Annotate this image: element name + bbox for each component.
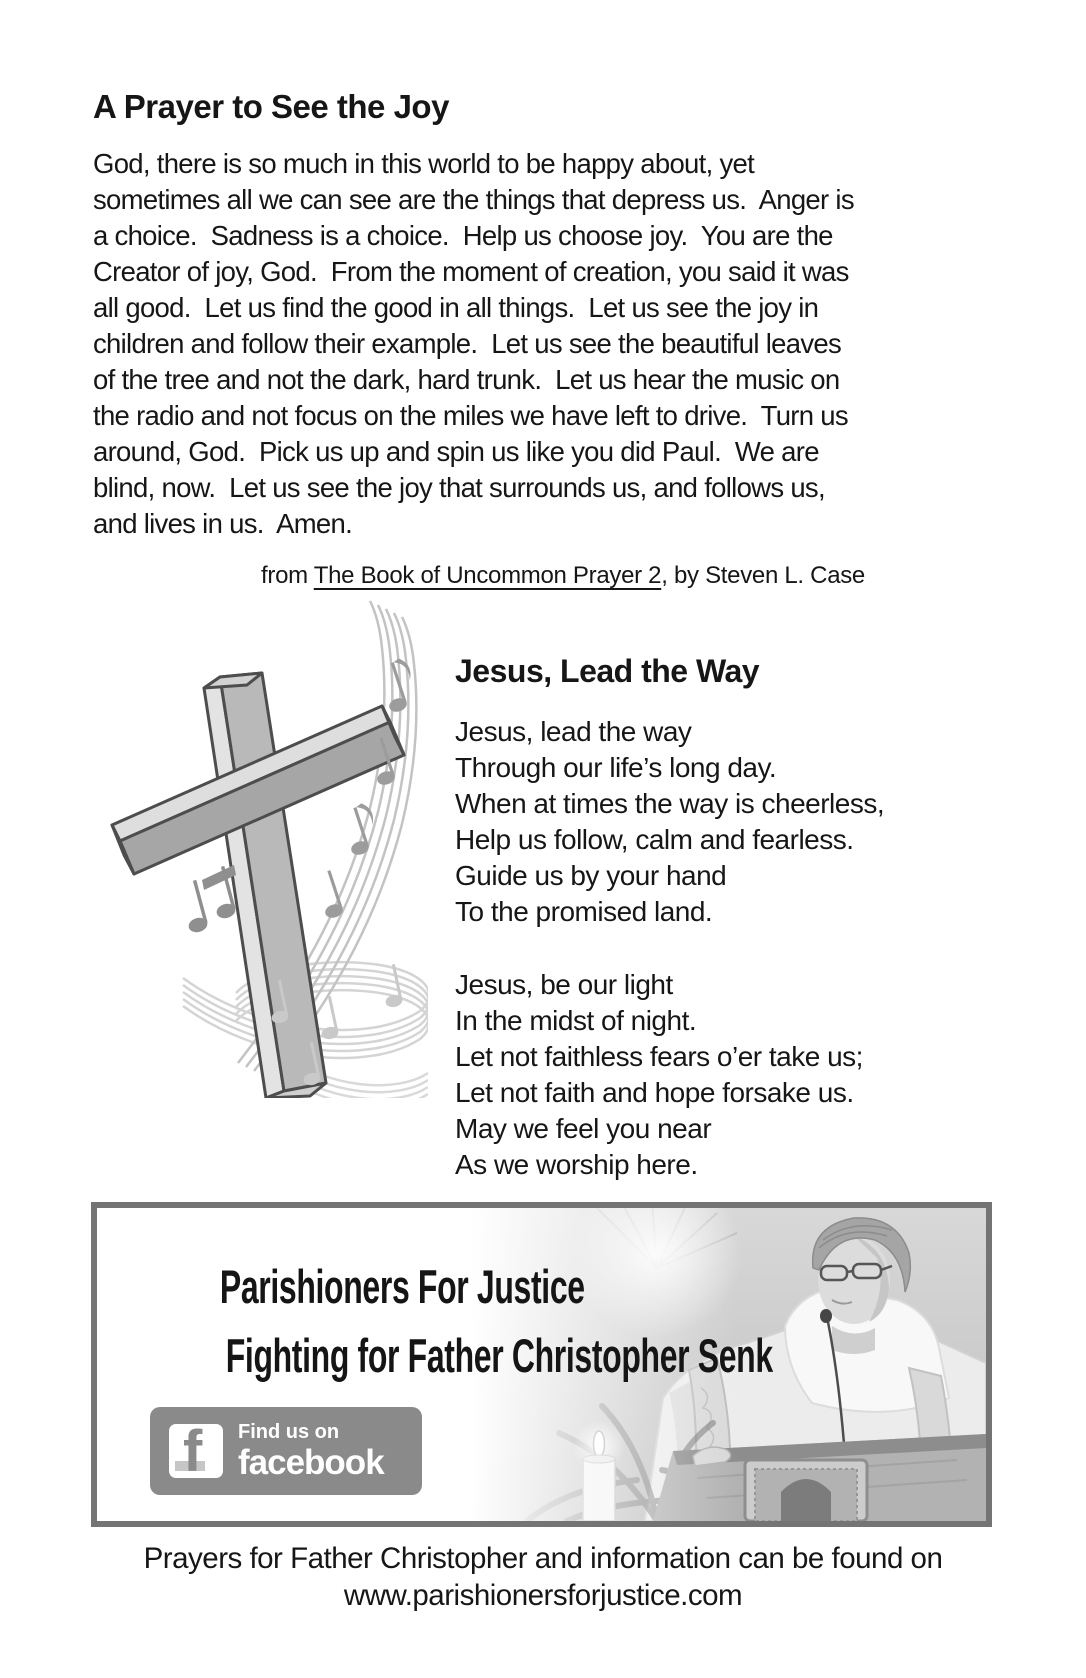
prayer-title: A Prayer to See the Joy <box>93 88 449 125</box>
attribution-book-title: The Book of Uncommon Prayer 2 <box>313 562 662 589</box>
prayer-line: all good. Let us find the good in all things. Let us see the joy in <box>93 292 819 323</box>
hymn-line: Jesus, lead the way <box>455 716 692 747</box>
hymn-title: Jesus, Lead the Way <box>455 653 760 689</box>
prayer-line: God, there is so much in this world to be happy about, yet <box>93 148 755 179</box>
hymn-line: Help us follow, calm and fearless. <box>455 824 854 855</box>
attribution <box>133 562 993 590</box>
prayer-line: sometimes all we can see are the things that depress us. Anger is <box>93 184 854 215</box>
banner-titles <box>97 1258 773 1396</box>
hymn-line: Guide us by your hand <box>455 860 727 891</box>
facebook-badge-tagline: Find us on <box>238 1421 340 1443</box>
facebook-f-icon <box>169 1424 223 1478</box>
prayer-text <box>93 146 953 542</box>
hymn-line: In the midst of night. <box>455 1005 697 1036</box>
hymn-verse-1 <box>455 714 975 930</box>
footer-line2: www.parishionersforjustice.com <box>343 1579 743 1612</box>
prayer-line: Creator of joy, God. From the moment of creation, you said it was <box>93 256 849 287</box>
footer-note <box>0 1540 1086 1614</box>
attribution-prefix: from <box>261 562 314 589</box>
prayer-line: blind, now. Let us see the joy that surrounds us, and follows us, <box>93 472 825 503</box>
hymn-line: Let not faith and hope forsake us. <box>455 1077 854 1108</box>
facebook-badge-text <box>238 1422 384 1480</box>
hymn-section <box>455 653 975 1183</box>
hymn-line: When at times the way is cheerless, <box>455 788 885 819</box>
hymn-line: As we worship here. <box>455 1149 698 1180</box>
prayer-line: around, God. Pick us up and spin us like you did Paul. We are <box>93 436 819 467</box>
parishioners-for-justice-banner <box>91 1202 992 1527</box>
cross-music-notes-illustration <box>98 593 428 1098</box>
prayer-line: the radio and not focus on the miles we have left to drive. Turn us <box>93 400 848 431</box>
hymn-line: Let not faithless fears o’er take us; <box>455 1041 863 1072</box>
hymn-line: To the promised land. <box>455 896 713 927</box>
footer-line1: Prayers for Father Christopher and information can be found on <box>143 1542 943 1575</box>
prayer-line: children and follow their example. Let us see the beautiful leaves <box>93 328 842 359</box>
hymn-line: Jesus, be our light <box>455 969 673 1000</box>
hymn-verse-2 <box>455 967 975 1183</box>
hymn-line: May we feel you near <box>455 1113 712 1144</box>
prayer-line: and lives in us. Amen. <box>93 508 353 539</box>
facebook-badge-brand: facebook <box>238 1443 384 1482</box>
attribution-suffix: , by Steven L. Case <box>661 562 865 589</box>
prayer-line: of the tree and not the dark, hard trunk. Let us hear the music on <box>93 364 840 395</box>
banner-title-line1: Parishioners For Justice <box>219 1260 585 1313</box>
facebook-f-letter: f <box>183 1424 203 1478</box>
hymn-line: Through our life’s long day. <box>455 752 777 783</box>
banner-title-line2: Fighting for Father Christopher Senk <box>225 1329 773 1382</box>
prayer-line: a choice. Sadness is a choice. Help us choose joy. You are the <box>93 220 833 251</box>
find-us-on-facebook-badge <box>150 1407 422 1495</box>
